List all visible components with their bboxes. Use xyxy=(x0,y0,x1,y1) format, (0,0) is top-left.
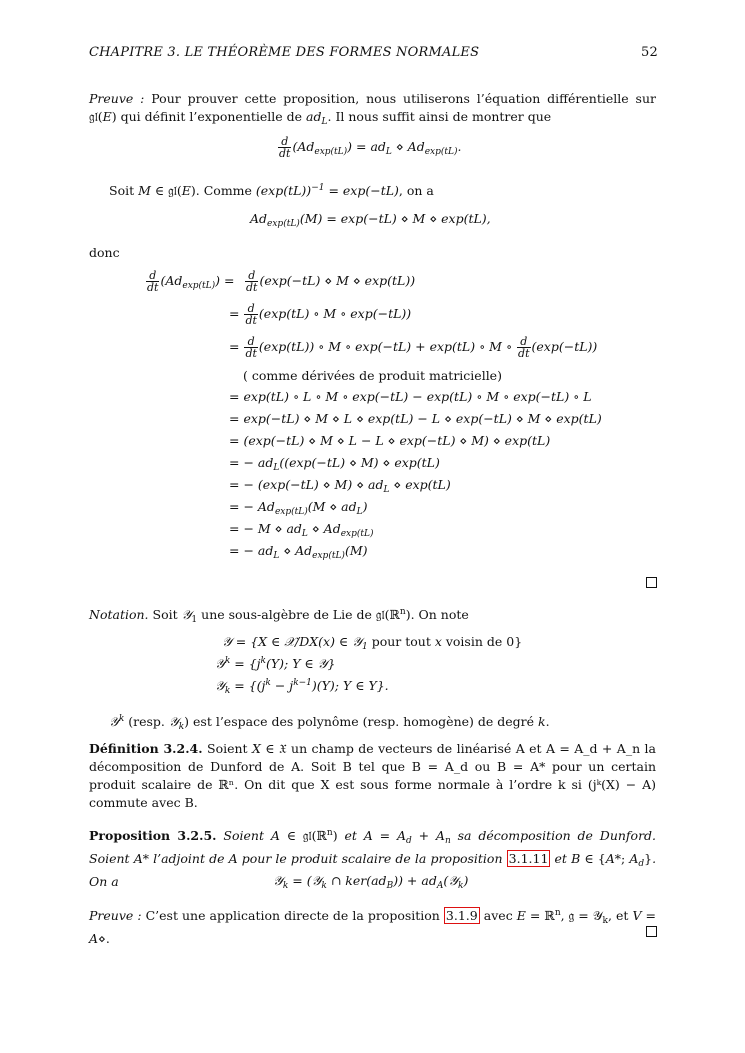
page-number: 52 xyxy=(641,45,658,60)
derivation-line-2: = $\frac{d}{dt}$ (exp(tL) ∘ M ∘ exp(−tL)) xyxy=(229,302,412,327)
running-header-chapter: CHAPITRE 3. LE THÉORÈME DES FORMES NORMALES xyxy=(89,45,480,60)
proof-text-1: Pour prouver cette proposition, nous utiliserons l’équation différentielle sur 𝔤𝔩( xyxy=(89,91,656,124)
proof-label: Preuve : xyxy=(89,91,145,106)
derivation-lhs: $\frac{d}{dt}$ $(Ad_{exp(tL)})$ = xyxy=(147,269,235,294)
qed-square-icon xyxy=(646,577,657,588)
set-Yk-definition: 𝒴$^k$ = {$j^k(Y)$; Y ∈ 𝒴} xyxy=(215,656,336,671)
reference-link-3-1-11[interactable]: 3.1.11 xyxy=(508,851,549,866)
espace-polynome-line: 𝒴$^k$ (resp. 𝒴$_k$) est l’espace des polynôme (resp. homogène) de degré k. xyxy=(109,714,550,732)
derivation-line-9: = − $Ad_{exp(tL)}(M$ ⋄ $ad_L$) xyxy=(229,499,368,517)
derivation-line-1: $\frac{d}{dt}$ (exp(−tL) ⋄ M ⋄ exp(tL)) xyxy=(246,269,416,294)
soit-M-line: Soit M ∈ 𝔤𝔩(E). Comme $(\exp(tL))^{-1} = \exp(-tL)$, on a xyxy=(109,183,434,198)
equation-derivative-Ad: $\frac{d}{dt}$ $(Ad_{exp(tL)}) = ad_L$ ⋄ $Ad_{exp(tL)}$. xyxy=(279,135,462,160)
derivation-line-7: = − $ad_L((\exp(-tL)$ ⋄ M) ⋄ exp(tL) xyxy=(229,455,440,473)
proof-paragraph-1: Preuve : Pour prouver cette proposition, nous utiliserons l’équation différentielle sur 𝔤𝔩(E) qui définit l’exponentielle de $ad_L$. Il nous suffit ainsi de montrer que xyxy=(89,91,656,127)
notation-paragraph: Notation. Soit 𝒴$_1$ une sous-algèbre de Lie de 𝔤𝔩(ℝ$^n$). On note xyxy=(89,607,469,625)
derivation-comment: ( comme dérivées de produit matricielle) xyxy=(243,368,502,383)
derivation-line-6: = (exp(−tL) ⋄ M ⋄ L − L ⋄ exp(−tL) ⋄ M) ⋄ exp(tL) xyxy=(229,433,551,448)
reference-link-3-1-9[interactable]: 3.1.9 xyxy=(445,908,478,923)
donc-text: donc xyxy=(89,245,120,260)
proof-text-3: . Il nous suffit ainsi de montrer que xyxy=(327,109,552,124)
equation-Ad-M: $Ad_{exp(tL)}(M) = \exp(-tL)$ ⋄ M ⋄ exp(tL), xyxy=(250,211,491,229)
derivation-line-4: = exp(tL) ∘ L ∘ M ∘ exp(−tL) − exp(tL) ∘ M ∘ exp(−tL) ∘ L xyxy=(229,389,592,404)
set-Y-definition: 𝒴 = {X ∈ 𝒳/DX(x) ∈ 𝒴$_1$ pour tout x voisin de 0} xyxy=(222,634,523,652)
proof-text-2: ) qui définit l’exponentielle de xyxy=(111,109,303,124)
definition-3-2-4: Définition 3.2.4. Soient X ∈ 𝔛 un champ de vecteurs de linéarisé A et A = A_d + A_n la décomposition de Dunford de A. Soit B tel que B = A_d ou B = A* pour un certain produit scalaire de ℝⁿ. On dit que X est sous forme normale à l’ordre k si (jᵏ(X) − A) commute avec B. xyxy=(89,741,656,810)
qed-square-icon-2 xyxy=(646,926,657,937)
derivation-line-5: = exp(−tL) ⋄ M ⋄ L ⋄ exp(tL) − L ⋄ exp(−tL) ⋄ M ⋄ exp(tL) xyxy=(229,411,602,426)
derivation-line-10: = − M ⋄ $ad_L$ ⋄ $Ad_{exp(tL)}$ xyxy=(229,521,374,539)
proposition-3-2-5: Proposition 3.2.5. Soient A ∈ 𝔤𝔩(ℝ$^n$) et $A = A_d + A_n$ sa décomposition de Dunford. Soient A* l’adjoint de A pour le produit scalaire de la proposition 3.1.11 et B ∈ {A*; $A_d$}. On a xyxy=(89,828,657,889)
equation-Yk-decomposition: 𝒴$_k$ = (𝒴$_k$ ∩ $ker(ad_B)$) + $ad_A(𝒴_k)$ xyxy=(273,873,469,891)
derivation-line-11: = − $ad_L$ ⋄ $Ad_{exp(tL)}(M)$ xyxy=(229,543,368,561)
derivation-line-3: = $\frac{d}{dt}$ (exp(tL)) ∘ M ∘ exp(−tL) + exp(tL) ∘ M ∘ $\frac{d}{dt}$ (exp(−tL)) xyxy=(229,335,598,360)
derivation-line-8: = − (exp(−tL) ⋄ M) ⋄ $ad_L$ ⋄ exp(tL) xyxy=(229,477,451,495)
set-Yk-homogeneous: 𝒴$_k$ = {$(j^k - j^{k-1})(Y)$; Y ∈ Y}. xyxy=(215,678,389,696)
proof-paragraph-2: Preuve : C’est une application directe de la proposition 3.1.9 avec E = ℝ$^n$, 𝔤 = 𝒴$_k$, et V = A⋄. xyxy=(89,908,657,946)
